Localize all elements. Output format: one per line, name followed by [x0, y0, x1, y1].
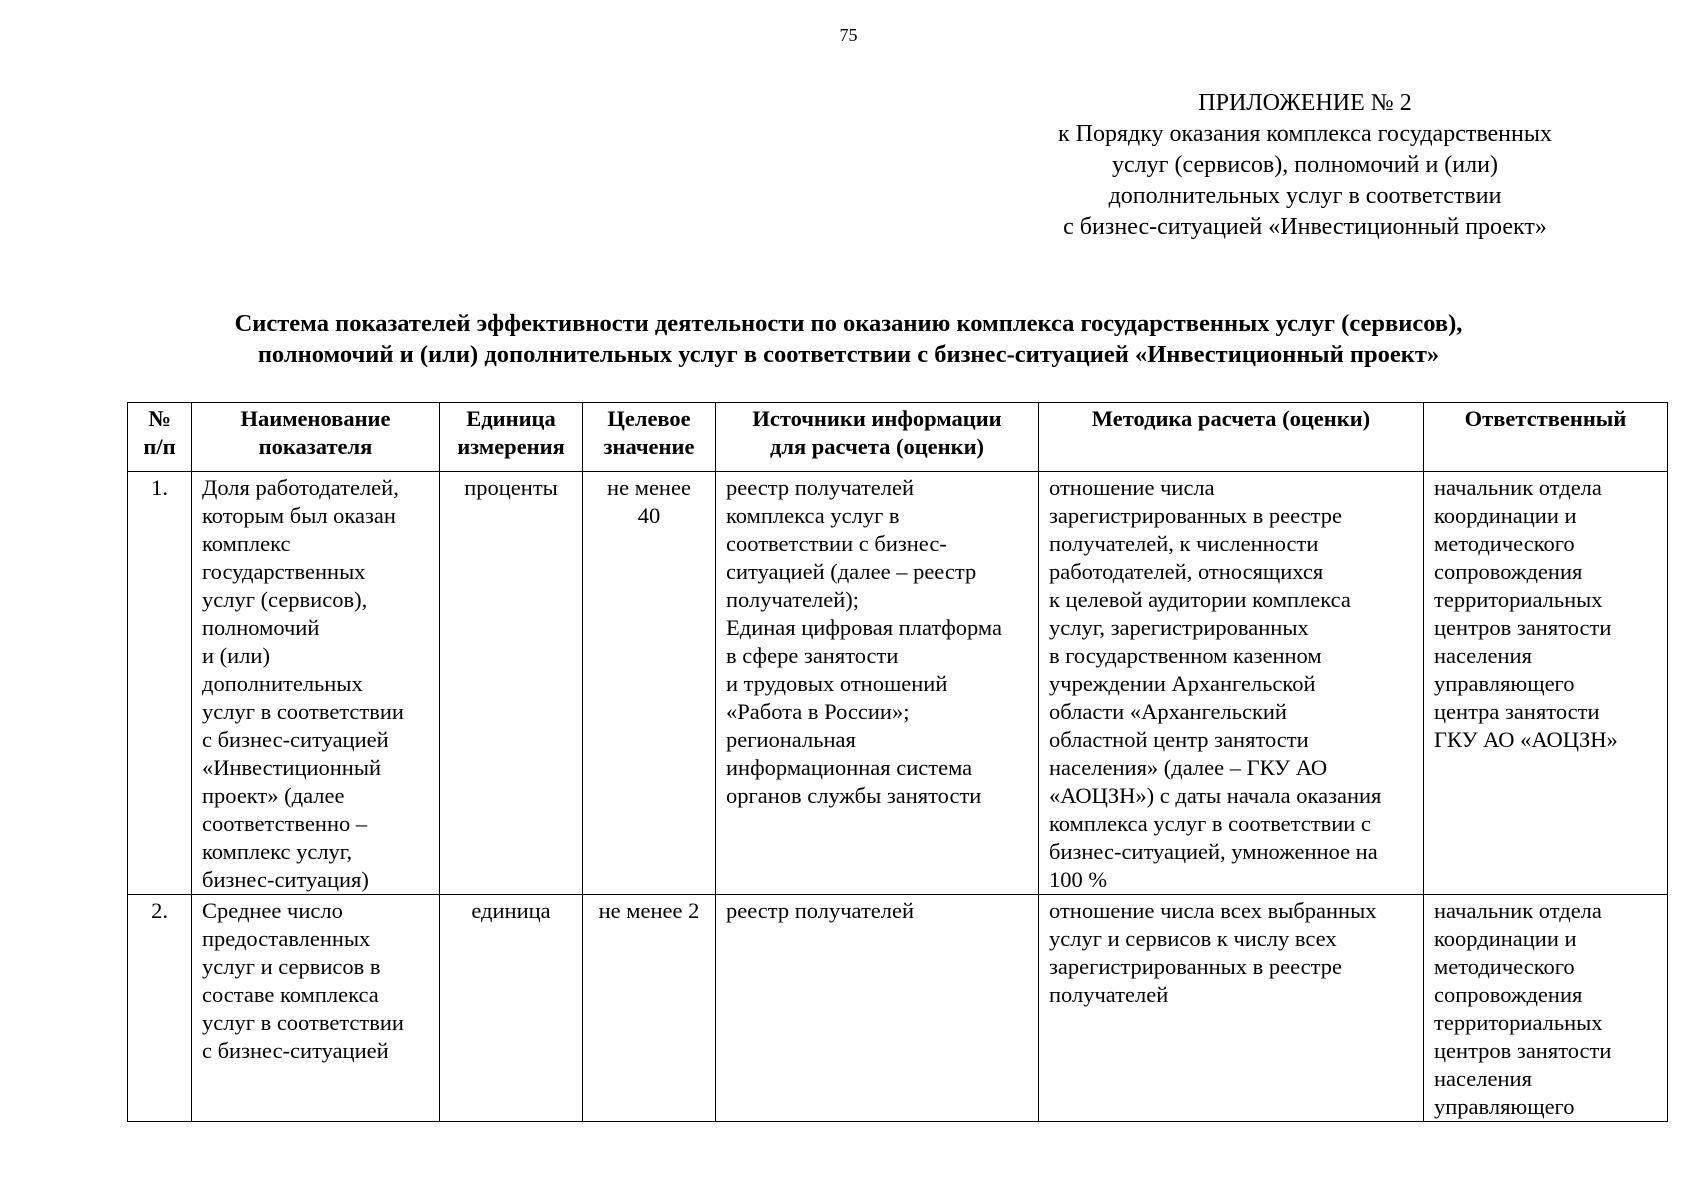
cell-line: координации и: [1434, 926, 1577, 951]
cell-line: сопровождения: [1434, 982, 1583, 1007]
cell-line: управляющего: [1434, 1094, 1575, 1119]
header-responsible: [1424, 403, 1668, 472]
cell-line: получателей, к численности: [1049, 531, 1319, 556]
cell-line: к целевой аудитории комплекса: [1049, 587, 1351, 612]
cell-line: «Работа в России»;: [726, 699, 910, 724]
cell-line: Единая цифровая платформа: [726, 615, 1002, 640]
header-line: Наименование: [240, 406, 391, 431]
cell-line: дополнительных: [202, 671, 363, 696]
cell-line: соответственно –: [202, 811, 368, 836]
cell-method: [1039, 472, 1424, 895]
table-row: [128, 895, 1668, 1122]
table-row: [128, 472, 1668, 895]
cell-line: не менее 2: [598, 898, 700, 923]
cell-indicator-name: [192, 895, 440, 1122]
cell-line: области «Архангельский: [1049, 699, 1287, 724]
cell-line: территориальных: [1434, 587, 1603, 612]
cell-sources: [716, 472, 1039, 895]
cell-line: управляющего: [1434, 671, 1575, 696]
cell-line: комплекс услуг,: [202, 839, 353, 864]
cell-line: услуг в соответствии: [202, 699, 404, 724]
cell-line: проценты: [464, 475, 558, 500]
cell-line: предоставленных: [202, 926, 371, 951]
cell-line: и (или): [202, 643, 270, 668]
header-line: №: [148, 406, 171, 431]
cell-line: реестр получателей: [726, 898, 915, 923]
cell-line: отношение числа: [1049, 475, 1215, 500]
cell-target: [583, 895, 716, 1122]
cell-line: методического: [1434, 954, 1575, 979]
cell-line: комплекса услуг в: [726, 503, 900, 528]
cell-line: территориальных: [1434, 1010, 1603, 1035]
cell-line: зарегистрированных в реестре: [1049, 954, 1343, 979]
cell-number: 1.: [128, 472, 192, 895]
cell-line: начальник отдела: [1434, 475, 1602, 500]
cell-line: населения: [1434, 1066, 1532, 1091]
cell-target: [583, 472, 716, 895]
cell-line: органов службы занятости: [726, 783, 982, 808]
appendix-title: ПРИЛОЖЕНИЕ № 2: [1198, 90, 1412, 116]
appendix-line: дополнительных услуг в соответствии: [1108, 183, 1502, 209]
header-line: Ответственный: [1464, 406, 1627, 431]
cell-line: в государственном казенном: [1049, 643, 1322, 668]
cell-line: услуг (сервисов),: [202, 587, 368, 612]
header-line: для расчета (оценки): [769, 434, 985, 459]
cell-line: услуг и сервисов в: [202, 954, 381, 979]
cell-number: 2.: [128, 895, 192, 1122]
cell-line: отношение числа всех выбранных: [1049, 898, 1377, 923]
cell-line: реестр получателей: [726, 475, 915, 500]
cell-line: в сфере занятости: [726, 643, 899, 668]
appendix-line: услуг (сервисов), полномочий и (или): [1112, 152, 1498, 178]
cell-line: получателей: [1049, 982, 1169, 1007]
header-line: измерения: [457, 434, 565, 459]
header-target: [583, 403, 716, 472]
cell-line: Доля работодателей,: [202, 475, 399, 500]
header-indicator-name: [192, 403, 440, 472]
cell-line: сопровождения: [1434, 559, 1583, 584]
header-number: [128, 403, 192, 472]
cell-line: получателей);: [726, 587, 860, 612]
cell-line: 40: [637, 503, 661, 528]
cell-line: областной центр занятости: [1049, 727, 1309, 752]
indicators-table: [127, 402, 1668, 1122]
document-title: [100, 308, 1597, 370]
cell-line: «АОЦЗН») с даты начала оказания: [1049, 783, 1382, 808]
header-line: показателя: [258, 434, 373, 459]
cell-line: центров занятости: [1434, 1038, 1612, 1063]
appendix-header: [985, 88, 1625, 243]
cell-line: ситуацией (далее – реестр: [726, 559, 977, 584]
cell-line: с бизнес-ситуацией: [202, 1038, 389, 1063]
cell-line: населения: [1434, 643, 1532, 668]
cell-line: информационная система: [726, 755, 973, 780]
cell-line: зарегистрированных в реестре: [1049, 503, 1343, 528]
header-method: [1039, 403, 1424, 472]
cell-line: центра занятости: [1434, 699, 1600, 724]
header-unit: [440, 403, 583, 472]
cell-line: координации и: [1434, 503, 1577, 528]
header-line: Методика расчета (оценки): [1091, 406, 1371, 431]
document-title-line: Система показателей эффективности деятельности по оказанию комплекса государственных услуг (сервисов),: [234, 310, 1463, 337]
table-header-row: [128, 403, 1668, 472]
cell-line: соответствии с бизнес-: [726, 531, 947, 556]
header-sources: [716, 403, 1039, 472]
cell-line: ГКУ АО «АОЦЗН»: [1434, 727, 1618, 752]
cell-line: 100 %: [1049, 867, 1108, 892]
cell-line: населения» (далее – ГКУ АО: [1049, 755, 1328, 780]
page-number: 75: [839, 25, 858, 45]
cell-line: работодателей, относящихся: [1049, 559, 1324, 584]
cell-line: с бизнес-ситуацией: [202, 727, 389, 752]
cell-line: не менее: [607, 475, 691, 500]
cell-line: услуг и сервисов к числу всех: [1049, 926, 1337, 951]
header-line: значение: [603, 434, 695, 459]
cell-line: комплекс: [202, 531, 291, 556]
appendix-line: к Порядку оказания комплекса государственных: [1057, 121, 1552, 147]
document-title-line: полномочий и (или) дополнительных услуг в соответствии с бизнес-ситуацией «Инвестиционный проект»: [257, 341, 1440, 368]
cell-line: «Инвестиционный: [202, 755, 382, 780]
cell-line: проект» (далее: [202, 783, 345, 808]
cell-line: составе комплекса: [202, 982, 379, 1007]
header-line: Единица: [466, 406, 556, 431]
cell-line: государственных: [202, 559, 366, 584]
cell-line: которым был оказан: [202, 503, 396, 528]
header-line: п/п: [143, 434, 176, 459]
cell-method: [1039, 895, 1424, 1122]
cell-line: комплекса услуг в соответствии с: [1049, 811, 1371, 836]
cell-indicator-name: [192, 472, 440, 895]
cell-line: Среднее число: [202, 898, 343, 923]
cell-line: услуг, зарегистрированных: [1049, 615, 1309, 640]
cell-unit: [440, 472, 583, 895]
cell-line: учреждении Архангельской: [1049, 671, 1316, 696]
header-line: Целевое: [607, 406, 691, 431]
cell-line: региональная: [726, 727, 856, 752]
header-line: Источники информации: [752, 406, 1002, 431]
cell-line: полномочий: [202, 615, 320, 640]
cell-sources: [716, 895, 1039, 1122]
cell-line: начальник отдела: [1434, 898, 1602, 923]
cell-line: центров занятости: [1434, 615, 1612, 640]
appendix-line: с бизнес-ситуацией «Инвестиционный проект»: [1063, 214, 1547, 240]
cell-responsible: [1424, 895, 1668, 1122]
cell-line: бизнес-ситуация): [202, 867, 369, 892]
cell-unit: [440, 895, 583, 1122]
cell-line: услуг в соответствии: [202, 1010, 404, 1035]
cell-line: и трудовых отношений: [726, 671, 948, 696]
cell-line: методического: [1434, 531, 1575, 556]
cell-responsible: [1424, 472, 1668, 895]
cell-line: единица: [471, 898, 551, 923]
cell-line: бизнес-ситуацией, умноженное на: [1049, 839, 1378, 864]
